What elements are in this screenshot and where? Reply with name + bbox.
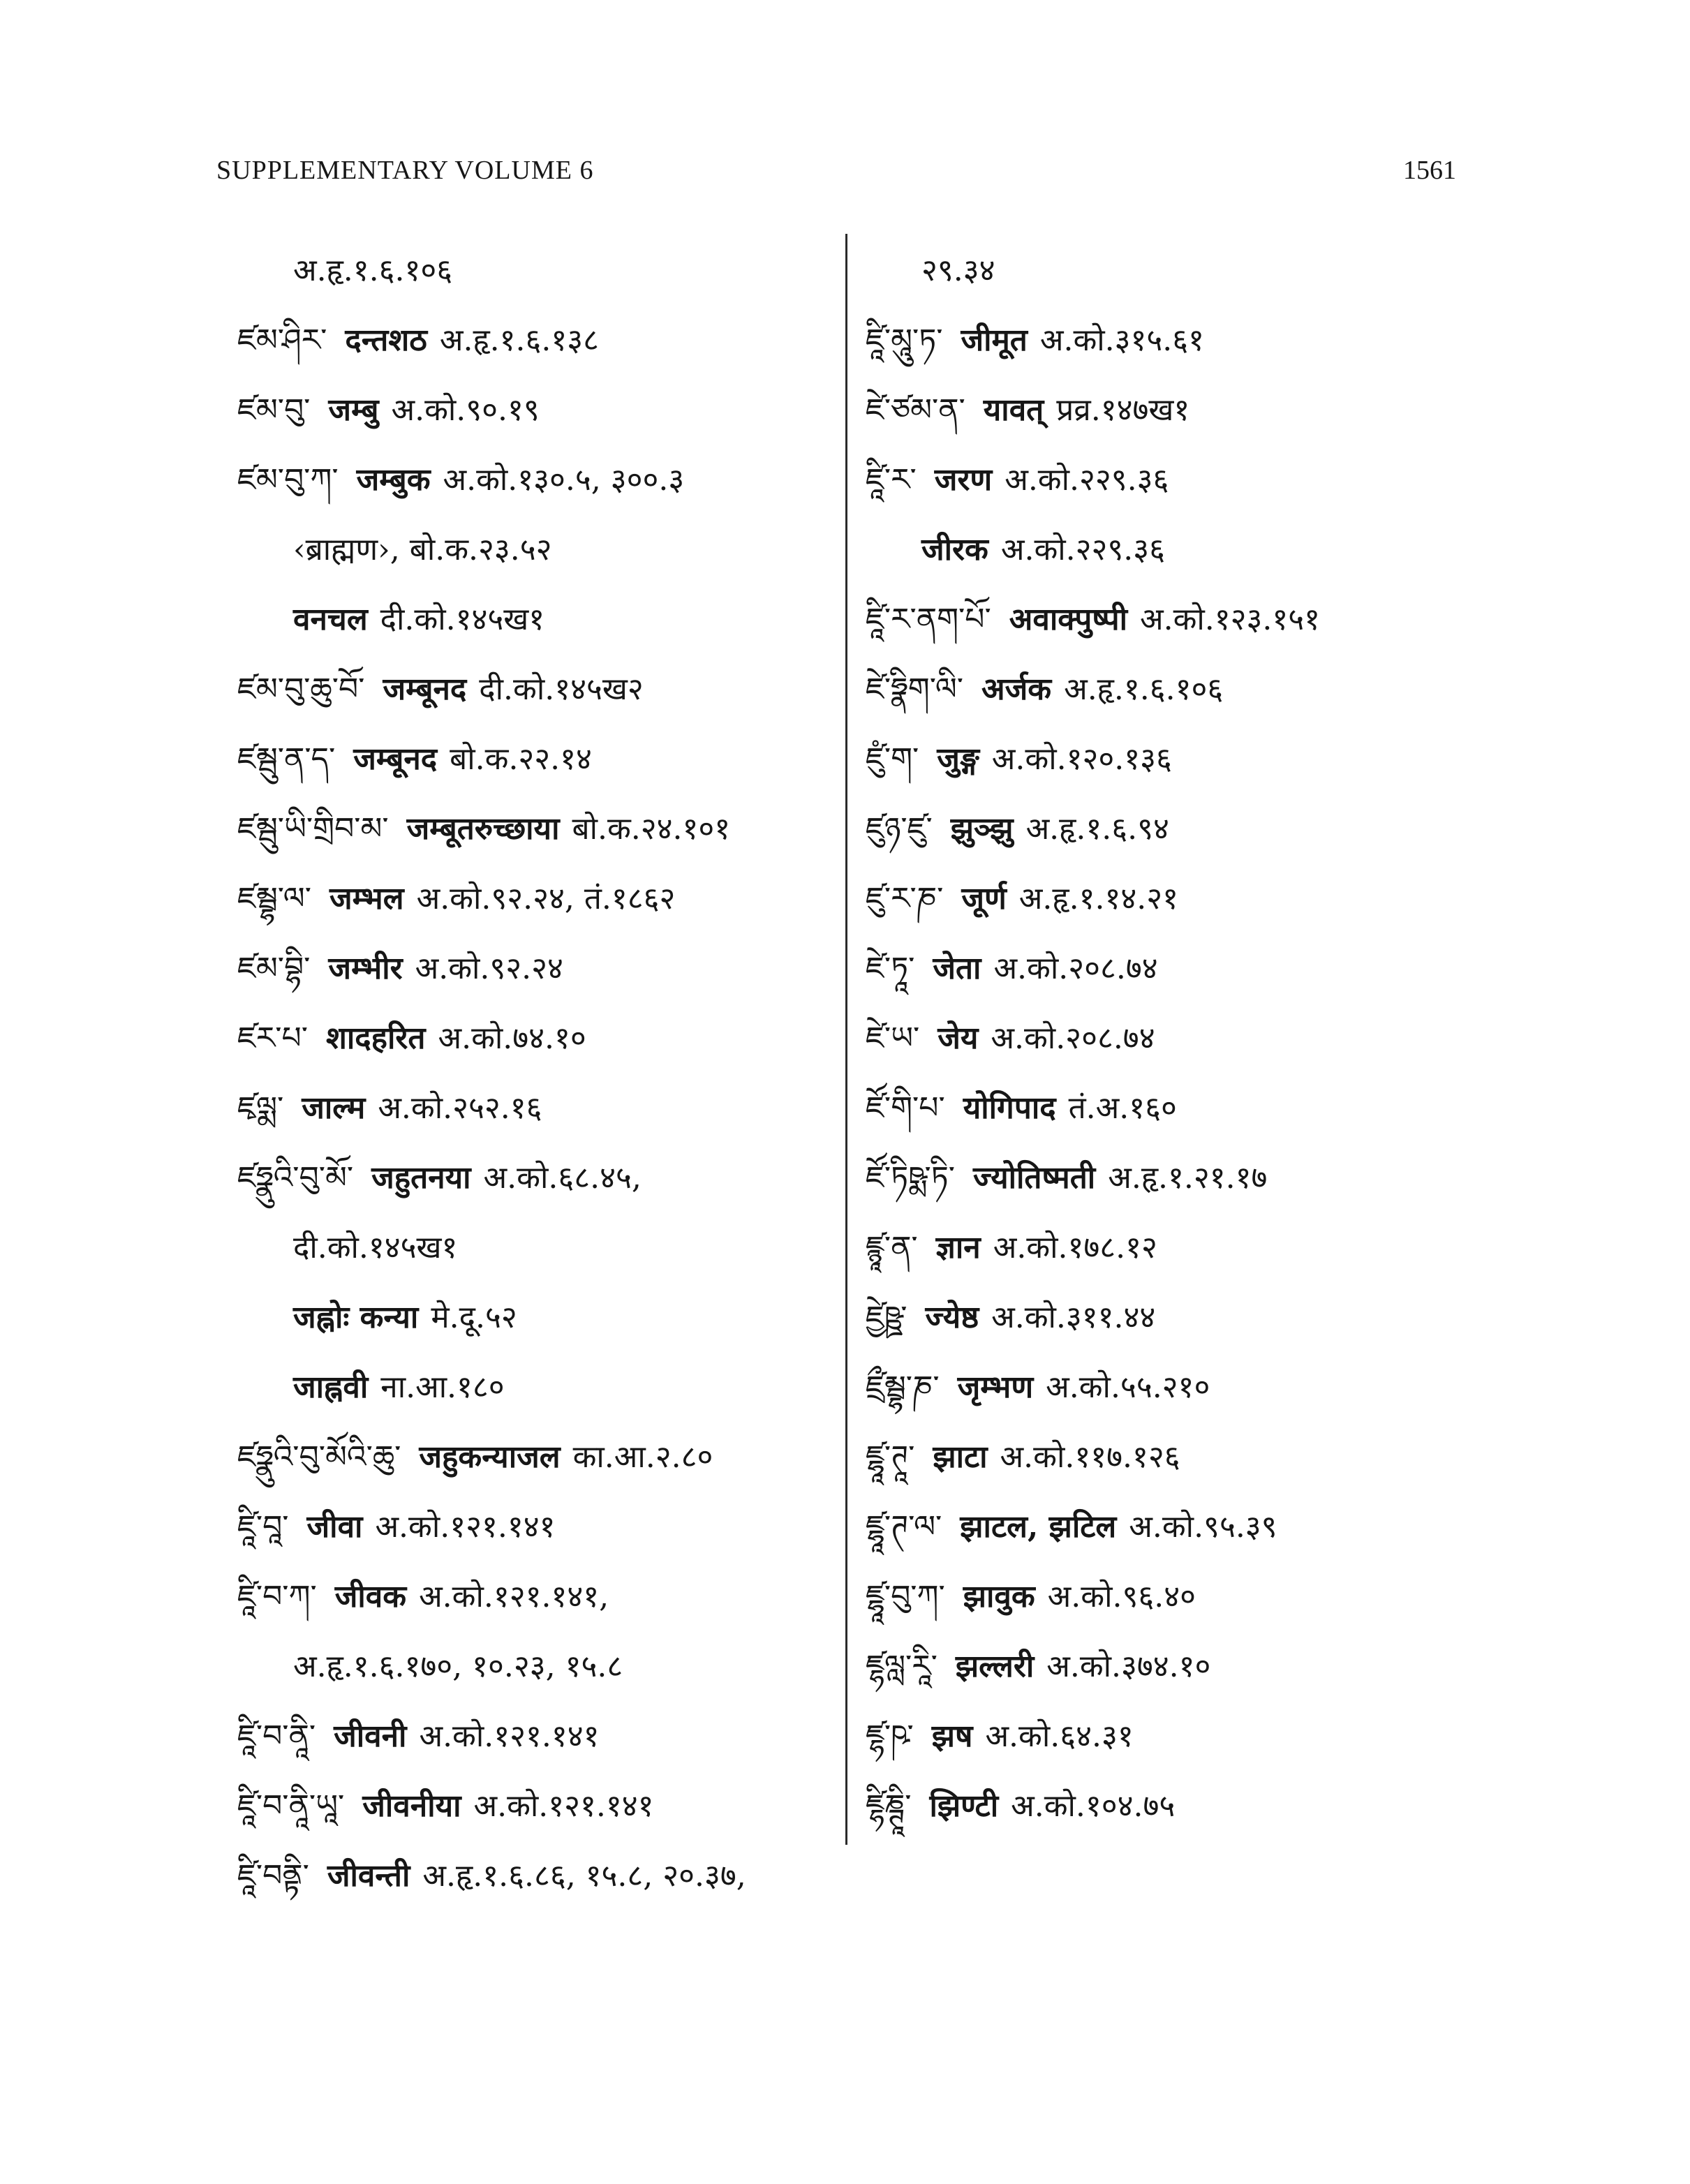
tibetan-headword: ཛར་པ་: [237, 1020, 308, 1056]
source-reference: अ.को.२२९.३६: [1005, 462, 1169, 498]
tibetan-headword: ཛྱེཥྛ་: [866, 1300, 907, 1335]
dictionary-entry: [237, 306, 838, 376]
tibetan-headword: ཛེ་ཏཱ་: [866, 951, 915, 986]
sanskrit-term: ज्येष्ठ: [925, 1300, 979, 1335]
dictionary-entry: [866, 1353, 1480, 1422]
sanskrit-term: जम्बुक: [356, 462, 431, 498]
source-reference: अ.को.५५.२१०: [1046, 1369, 1210, 1405]
sanskrit-term: झाटल, झटिल: [960, 1509, 1117, 1545]
source-reference: अ.को.२०८.७४: [993, 951, 1158, 986]
tibetan-headword: ཛྷིཎྚཱི་: [866, 1788, 912, 1824]
entry-continuation: [866, 515, 1480, 585]
dictionary-entry: [237, 1143, 838, 1213]
source-reference: दी.को.१४५ख२: [479, 671, 644, 707]
tibetan-headword: ཛམ་བུ་: [237, 392, 311, 428]
sanskrit-term: जह्नोः कन्या: [293, 1300, 419, 1335]
dictionary-entry: [866, 1074, 1480, 1143]
source-reference: अ.को.९०.१९: [391, 392, 540, 428]
source-reference: अ.को.१२१.१४१: [375, 1509, 556, 1545]
tibetan-headword: ཛམ་བུ་ཆུ་བོ་: [237, 671, 365, 707]
dictionary-entry: [237, 1702, 838, 1771]
dictionary-entry: [866, 1004, 1480, 1074]
source-reference: अ.को.१२०.१३६: [991, 741, 1172, 777]
sanskrit-term: झुञ्झु: [950, 811, 1014, 847]
sanskrit-term: जीवनीया: [362, 1788, 461, 1824]
dictionary-entry: [866, 864, 1480, 934]
tibetan-headword: ཛཱི་བནྟི་: [237, 1858, 309, 1894]
tibetan-headword: ཛུ་ར་ཎ་: [866, 881, 944, 916]
source-reference: तं.अ.१६०: [1068, 1090, 1177, 1126]
sanskrit-term: जीवक: [334, 1579, 407, 1614]
source-reference: अ.को.२०८.७४: [991, 1020, 1155, 1056]
sanskrit-term: ज्ञान: [935, 1230, 981, 1265]
sanskrit-term: जहुकन्याजल: [419, 1439, 561, 1475]
tibetan-headword: ཛྭལྨ་: [237, 1090, 284, 1126]
sanskrit-term: अवाक्पुष्पी: [1009, 602, 1127, 637]
dictionary-entry: [237, 1562, 838, 1632]
source-reference: मे.दू.५२: [431, 1300, 517, 1335]
tibetan-headword: ཛེ་ཡ་: [866, 1020, 920, 1056]
sanskrit-term: जीरक: [921, 532, 988, 567]
sanskrit-term: जृम्भण: [957, 1369, 1034, 1405]
tibetan-headword: ཛྷཱ་ཊ་ལ་: [866, 1509, 942, 1545]
tibetan-headword: ཛཧྣུའི་བུ་མོའི་ཆུ་: [237, 1439, 401, 1475]
dictionary-entry: [866, 1632, 1480, 1702]
tibetan-headword: ཛམྦུ་ཡི་གྲིབ་མ་: [237, 811, 389, 847]
sanskrit-term: ज्योतिष्मती: [972, 1160, 1096, 1196]
entry-continuation: [237, 1283, 838, 1353]
dictionary-entry: [237, 1492, 838, 1562]
source-reference: २९.३४: [921, 253, 995, 288]
dictionary-entry: [866, 1213, 1480, 1283]
source-reference: अ.को.३७४.१०: [1046, 1649, 1211, 1684]
dictionary-entry: [866, 306, 1480, 376]
dictionary-entry: [237, 1841, 838, 1911]
source-reference: ना.आ.१८०: [380, 1369, 505, 1405]
tibetan-headword: ཛམ་བུ་ཀ་: [237, 462, 339, 498]
dictionary-entry: [237, 445, 838, 515]
dictionary-entry: [866, 794, 1480, 864]
dictionary-entry: [237, 725, 838, 794]
tibetan-headword: ཛྷལླ་རཱི་: [866, 1649, 937, 1684]
source-reference: प्रव्र.१४७ख१: [1056, 392, 1190, 428]
source-reference: दी.को.१४५ख१: [293, 1230, 458, 1265]
sanskrit-term: दन्तशठ: [345, 322, 427, 358]
sanskrit-term: वनचल: [293, 602, 368, 637]
source-reference: अ.हृ.१.६.९४: [1025, 811, 1169, 847]
sanskrit-term: जरण: [934, 462, 993, 498]
source-reference: अ.को.९६.४०: [1047, 1579, 1196, 1614]
source-reference: अ.हृ.१.६.१०६: [1064, 671, 1224, 707]
source-reference: अ.को.९५.३९: [1129, 1509, 1277, 1545]
dictionary-entry: [866, 1422, 1480, 1492]
source-reference: अ.को.९२.२४: [415, 951, 563, 986]
left-column: [237, 236, 838, 1911]
tibetan-headword: ཛམ་ཤིར་: [237, 322, 327, 358]
sanskrit-term: जूर्ण: [961, 881, 1007, 916]
sanskrit-term: जेय: [937, 1020, 979, 1056]
tibetan-headword: ཛཱི་ར་ནག་པོ་: [866, 602, 991, 637]
dictionary-entry: [237, 1771, 838, 1841]
sanskrit-term: जम्भीर: [328, 951, 403, 986]
source-reference: अ.को.३१५.६१: [1039, 322, 1205, 358]
source-reference: अ.को.३११.४४: [991, 1300, 1156, 1335]
sanskrit-term: जाल्म: [302, 1090, 366, 1126]
sanskrit-term: झष: [931, 1718, 973, 1754]
entry-continuation: [237, 1632, 838, 1702]
source-reference: अ.हृ.१.२१.१७: [1108, 1160, 1268, 1196]
dictionary-entry: [866, 445, 1480, 515]
tibetan-headword: ཛྷཱ་ཊཱ་: [866, 1439, 915, 1475]
dictionary-entry: [866, 1143, 1480, 1213]
source-reference: अ.को.१२१.१४१,: [419, 1579, 609, 1614]
dictionary-entry: [237, 1004, 838, 1074]
source-reference: अ.हृ.१.६.१०६: [293, 253, 453, 288]
tibetan-headword: ཛཱི་ར་: [866, 462, 917, 498]
source-reference: अ.हृ.१.६.८६, १५.८, २०.३७,: [422, 1858, 746, 1894]
dictionary-entry: [237, 376, 838, 445]
dictionary-entry: [866, 1771, 1480, 1841]
tibetan-headword: ཛཱི་བཱ་: [237, 1509, 289, 1545]
source-reference: अ.को.१२३.१५१: [1139, 602, 1321, 637]
source-reference: अ.को.११७.१२६: [1000, 1439, 1180, 1475]
dictionary-entry: [866, 655, 1480, 725]
source-reference: अ.को.१०४.७५: [1011, 1788, 1176, 1824]
sanskrit-term: जम्बूतरुच्छाया: [406, 811, 560, 847]
source-reference: अ.को.१२१.१४१: [473, 1788, 654, 1824]
source-reference: बो.क.२४.१०१: [572, 811, 731, 847]
sanskrit-term: झावुक: [963, 1579, 1035, 1614]
entry-continuation: [237, 515, 838, 585]
sanskrit-term: जुङ्ग: [937, 741, 979, 777]
entry-continuation: [237, 1213, 838, 1283]
sanskrit-term: जम्बु: [328, 392, 379, 428]
dictionary-entry: [866, 1492, 1480, 1562]
sanskrit-term: जम्बूनद: [353, 741, 438, 777]
sanskrit-term: झल्लरी: [955, 1649, 1035, 1684]
source-reference: अ.को.९२.२४, तं.१८६२: [416, 881, 676, 916]
source-reference: अ.को.७४.१०: [438, 1020, 586, 1056]
dictionary-entry: [866, 1283, 1480, 1353]
source-reference: अ.को.२२९.३६: [1000, 532, 1166, 567]
sanskrit-term: अर्जक: [981, 671, 1052, 707]
sanskrit-term: जीवन्ती: [327, 1858, 410, 1894]
tibetan-headword: ཛམྦུ་ན་ད་: [237, 741, 336, 777]
source-reference: अ.को.१३०.५, ३००.३: [443, 462, 685, 498]
entry-continuation: [866, 236, 1480, 306]
dictionary-entry: [866, 1702, 1480, 1771]
dictionary-entry: [866, 1562, 1480, 1632]
sanskrit-term: जीमूत: [961, 322, 1028, 358]
sanskrit-term: शादहरित: [325, 1020, 426, 1056]
sanskrit-term: जेता: [933, 951, 981, 986]
tibetan-headword: ཛུཾ་ག་: [866, 741, 919, 777]
source-reference: अ.को.१२१.१४१: [419, 1718, 600, 1754]
tibetan-headword: ཛཱི་མཱུ་ཏ་: [866, 322, 943, 358]
sanskrit-term: जाह्नवी: [293, 1369, 369, 1405]
sanskrit-term: जम्बूनद: [383, 671, 467, 707]
source-reference: अ.हृ.१.६.१३८: [439, 322, 600, 358]
source-reference: अ.हृ.१.१४.२१: [1018, 881, 1178, 916]
dictionary-entry: [237, 1422, 838, 1492]
dictionary-entry: [237, 864, 838, 934]
tibetan-headword: ཛཱི་བ་ནཱི་ཡཱ་: [237, 1788, 345, 1824]
sanskrit-term: यावत्: [983, 392, 1044, 428]
dictionary-entry: [866, 934, 1480, 1004]
running-head: SUPPLEMENTARY VOLUME 6: [216, 156, 594, 185]
dictionary-entry: [237, 655, 838, 725]
tibetan-headword: ཛུཉ་ཛུ་: [866, 811, 933, 847]
tibetan-headword: ཛྷཱ་བུ་ཀ་: [866, 1579, 945, 1614]
dictionary-entry: [866, 585, 1480, 655]
tibetan-headword: ཛེ་ཙམ་ན་: [866, 392, 965, 428]
dictionary-entry: [237, 934, 838, 1004]
sanskrit-term: योगिपाद: [963, 1090, 1056, 1126]
tibetan-headword: ཛོ་གི་པ་: [866, 1090, 945, 1126]
right-column: [866, 236, 1480, 1841]
tibetan-headword: ཛམ་བྷི་: [237, 951, 311, 986]
source-reference: अ.को.१७८.१२: [993, 1230, 1157, 1265]
sanskrit-term: जीवा: [306, 1509, 363, 1545]
source-reference: दी.को.१४५ख१: [380, 602, 545, 637]
tibetan-headword: ཛོ་ཏིཥྨ་ཏི་: [866, 1160, 955, 1196]
entry-continuation: [237, 585, 838, 655]
sanskrit-term: जम्भल: [329, 881, 404, 916]
dictionary-entry: [237, 794, 838, 864]
dictionary-entry: [237, 1074, 838, 1143]
source-reference: बो.क.२२.१४: [450, 741, 592, 777]
tibetan-headword: ཛམྦྷ་ལ་: [237, 881, 311, 916]
entry-continuation: [237, 236, 838, 306]
source-reference: अ.को.६४.३१: [985, 1718, 1134, 1754]
tibetan-headword: ཛཧྣུའི་བུ་མོ་: [237, 1160, 354, 1196]
tibetan-headword: ཛེ་ཧྣིག་ལི་: [866, 671, 964, 707]
source-reference: का.आ.२.८०: [572, 1439, 713, 1475]
page-number: 1561: [1403, 156, 1456, 185]
tibetan-headword: ཛཱི་བ་ཀ་: [237, 1579, 317, 1614]
entry-continuation: [237, 1353, 838, 1422]
source-reference: अ.को.६८.४५,: [483, 1160, 642, 1196]
source-reference: ‹ब्राह्मण›, बो.क.२३.५२: [293, 532, 552, 567]
column-divider: [845, 234, 847, 1845]
source-reference: अ.को.२५२.१६: [378, 1090, 542, 1126]
dictionary-entry: [866, 376, 1480, 445]
sanskrit-term: जहुतनया: [371, 1160, 471, 1196]
tibetan-headword: ཛྙཱ་ན་: [866, 1230, 918, 1265]
source-reference: अ.हृ.१.६.१७०, १०.२३, १५.८: [293, 1649, 623, 1684]
tibetan-headword: ཛྲྀམྦྷ་ཎ་: [866, 1369, 940, 1405]
tibetan-headword: ཛྷ་ཥ་: [866, 1718, 914, 1754]
sanskrit-term: झाटा: [933, 1439, 988, 1475]
tibetan-headword: ཛཱི་བ་ནཱི་: [237, 1718, 316, 1754]
dictionary-entry: [866, 725, 1480, 794]
sanskrit-term: जीवनी: [334, 1718, 407, 1754]
sanskrit-term: झिण्टी: [929, 1788, 999, 1824]
